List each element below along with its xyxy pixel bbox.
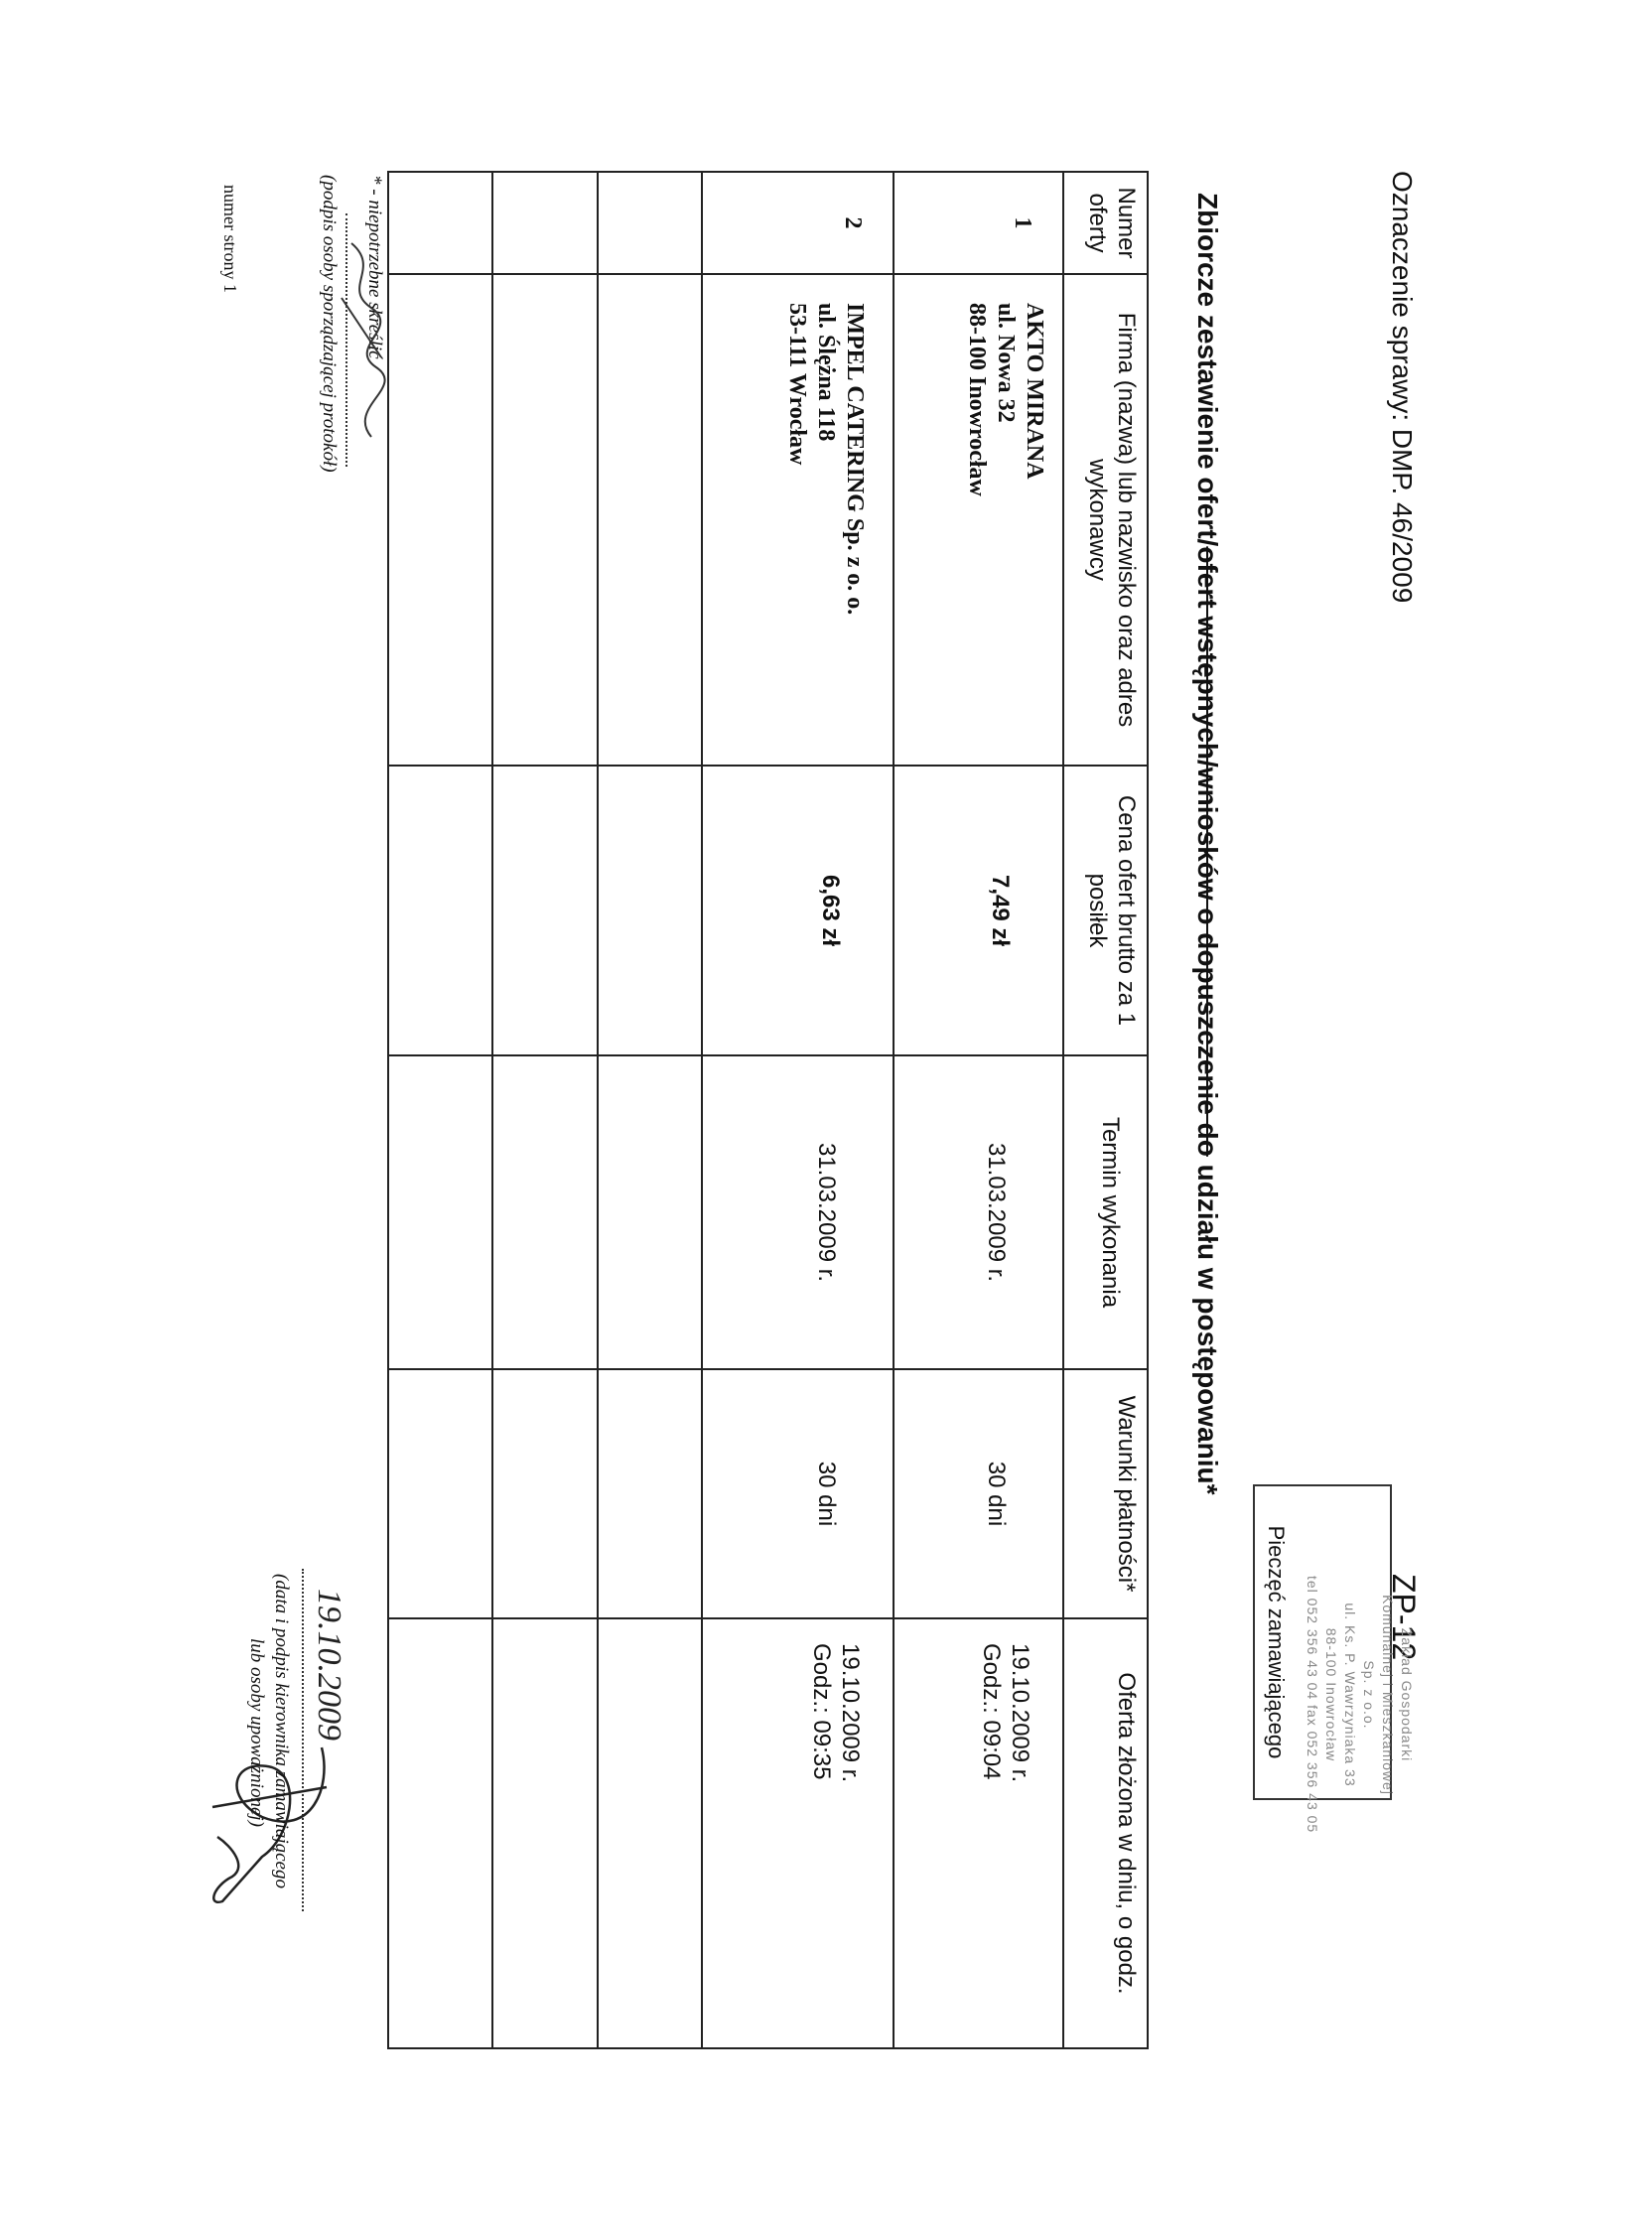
submitted-time: Godz.: 09:04 (978, 1643, 1005, 1780)
company-stamp (1303, 1576, 1416, 1834)
document-title (1191, 193, 1223, 1495)
submitted-time: Godz.: 09:35 (808, 1643, 835, 1780)
header-payment: Warunki płatności* (1063, 1369, 1148, 1618)
payment-terms: 30 dni (894, 1369, 1063, 1618)
manager-caption: (data i podpis kierownika zamawiającego (271, 1574, 292, 1888)
submitted-cell (894, 1618, 1063, 2048)
page-number: numer strony 1 (220, 185, 240, 293)
form-code: ZP-12 (1386, 1574, 1422, 1661)
deadline: 31.03.2009 r. (702, 1055, 894, 1369)
footnote: * - niepotrzebne skreślić (364, 175, 385, 359)
table-header-row (1063, 172, 1148, 2048)
submitted-date: 19.10.2009 r. (837, 1643, 864, 1783)
header-submitted: Oferta złożona w dniu, o godz. (1063, 1618, 1148, 2048)
title-suffix: udziału w postępowaniu* (1192, 1156, 1223, 1495)
company-name: IMPEL CATERING Sp. z o. o. (842, 303, 868, 616)
offer-number: 2 (702, 172, 894, 274)
price: 7,49 zł (894, 766, 1063, 1055)
offer-number: 1 (894, 172, 1063, 274)
company-street: ul. Ślężna 118 (813, 303, 839, 442)
signature-date: 19.10.2009 (311, 1589, 347, 1741)
manager-signature (203, 1728, 332, 1916)
header-offer-number: Numer oferty (1063, 172, 1148, 274)
deadline: 31.03.2009 r. (894, 1055, 1063, 1369)
stamp-line: Sp. z o.o. (1361, 1660, 1377, 1730)
company-cell (702, 274, 894, 766)
header-deadline: Termin wykonania (1063, 1055, 1148, 1369)
empty-row (492, 172, 598, 2048)
title-prefix: Zbiorcze zestawienie ofert/ (1192, 193, 1223, 547)
stamp-line: ul. Ks. P. Wawrzyniaka 33 (1342, 1603, 1358, 1787)
table-row (702, 172, 894, 2048)
price: 6,63 zł (702, 766, 894, 1055)
payment-terms: 30 dni (702, 1369, 894, 1618)
table-row (894, 172, 1063, 2048)
stamp-label: Pieczęć zamawiającego (1264, 1525, 1289, 1759)
stamp-line: 88-100 Inowrocław (1323, 1627, 1339, 1762)
stamp-line: Zakład Gospodarki (1399, 1627, 1415, 1762)
stamp-line: tel 052 356 43 04 fax 052 356 43 05 (1305, 1576, 1320, 1834)
offers-table (387, 171, 1149, 2049)
header-price: Cena ofert brutto za 1 posiłek (1063, 766, 1148, 1055)
case-reference: Oznaczenie sprawy: DMP. 46/2009 (1387, 171, 1418, 604)
preparer-caption: (podpis osoby sporządzającej protokół) (319, 175, 340, 473)
submitted-date: 19.10.2009 r. (1007, 1643, 1033, 1783)
company-street: ul. Nowa 32 (993, 303, 1019, 423)
submitted-cell (702, 1618, 894, 2048)
empty-row (388, 172, 492, 2048)
manager-caption-2: lub osoby upoważnionej) (246, 1638, 267, 1827)
company-city: 88-100 Inowrocław (964, 303, 990, 496)
stamp-line: Komunalnej i Mieszkaniowej (1380, 1595, 1396, 1795)
company-name: AKTO MIRANA (1022, 303, 1047, 480)
company-cell (894, 274, 1063, 766)
title-struck-text: ofert wstępnych/wniosków o dopuszczenie do (1192, 546, 1223, 1157)
header-company: Firma (nazwa) lub nazwisko oraz adres wykonawcy (1063, 274, 1148, 766)
company-city: 53-111 Wrocław (784, 303, 810, 466)
preparer-signature (332, 238, 391, 467)
empty-row (598, 172, 702, 2048)
